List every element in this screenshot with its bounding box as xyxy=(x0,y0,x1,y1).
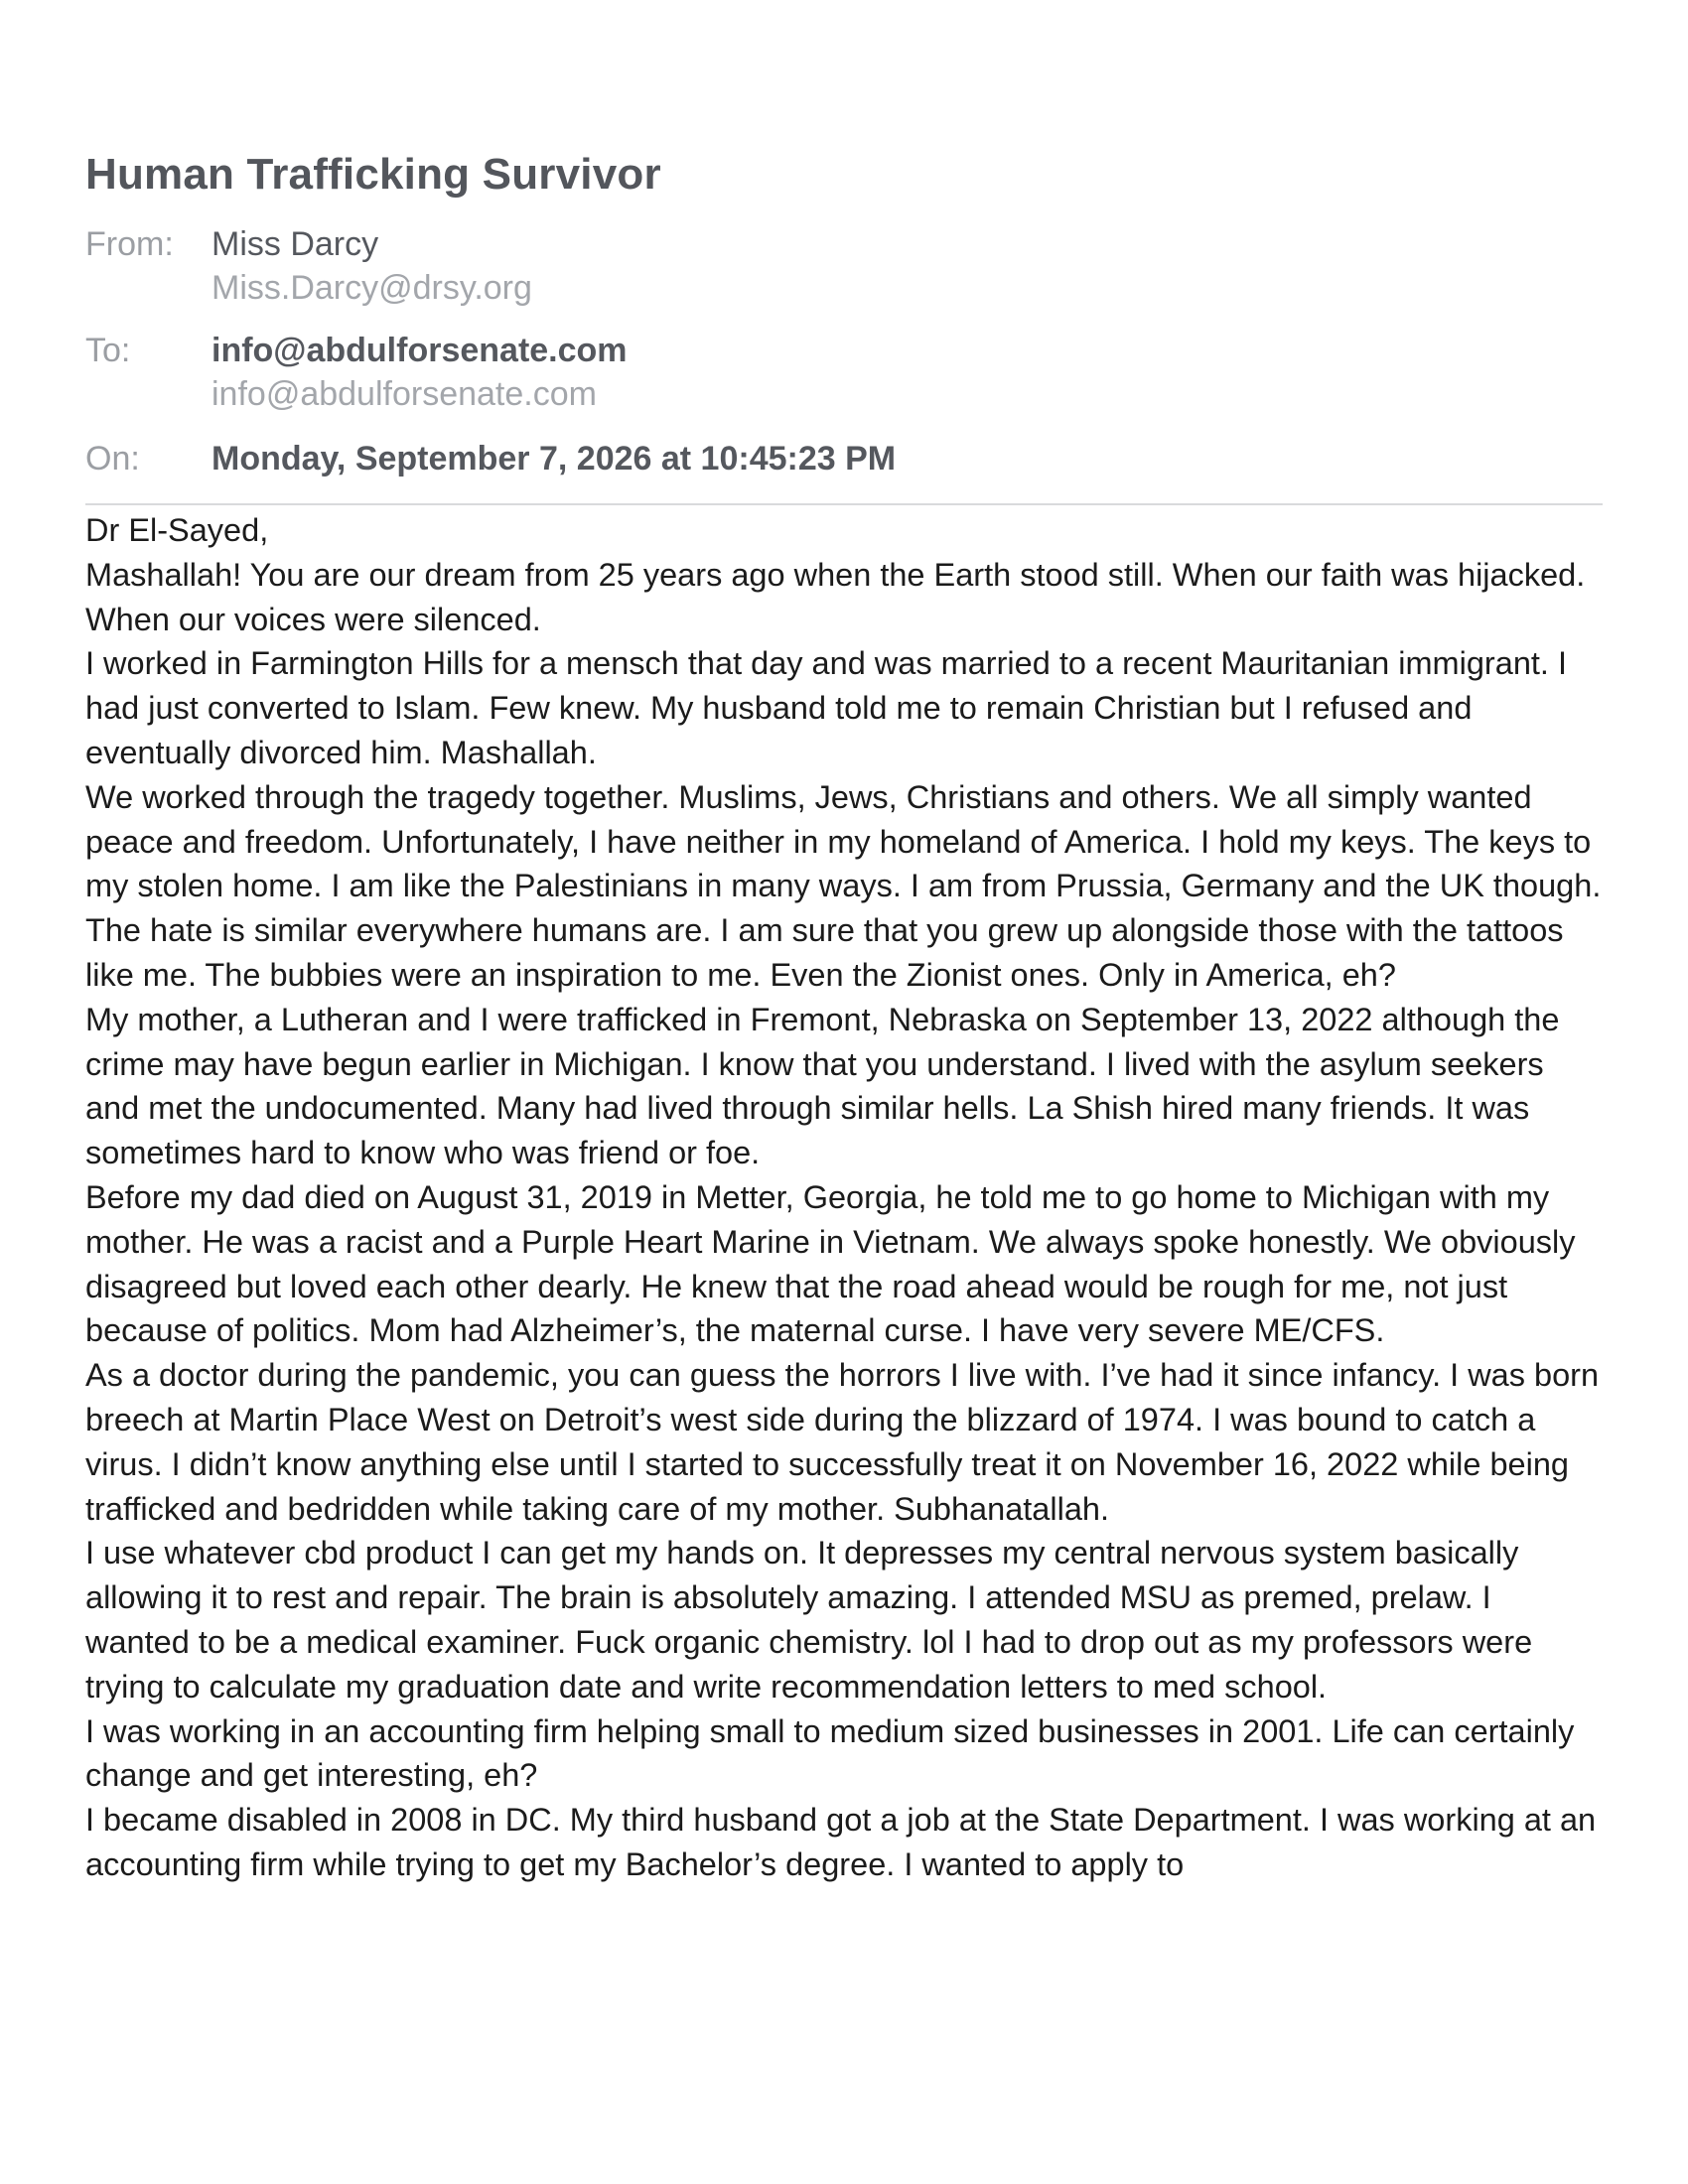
recipient-name[interactable]: info@abdulforsenate.com xyxy=(211,332,628,369)
body-paragraph: I became disabled in 2008 in DC. My third husband got a job at the State Department. I was working at an accounting firm while trying to get my Bachelor’s degree. I wanted to apply to xyxy=(85,1802,1597,1882)
on-label: On: xyxy=(85,440,140,478)
body-paragraph: I was working in an accounting firm helping small to medium sized businesses in 2001. Life can certainly change and get interesting, eh? xyxy=(85,1712,1575,1794)
email-subject: Human Trafficking Survivor xyxy=(85,150,661,199)
body-paragraph: Dr El-Sayed, xyxy=(85,512,269,548)
body-paragraph: We worked through the tragedy together. Muslims, Jews, Christians and others. We all simply wanted peace and freedom. Unfortunately, I have neither in my homeland of America. I hold my keys. The keys to my stolen home. I am like the Palestinians in many ways. I am from Prussia, Germany and the UK though. The hate is similar everywhere humans are. I am sure that you grew up alongside those with the tattoos like me. The bubbies were an inspiration to me. Even the Zionist ones. Only in America, eh? xyxy=(85,778,1602,993)
sent-date: Monday, September 7, 2026 at 10:45:23 PM xyxy=(211,440,897,478)
email-body xyxy=(85,508,1603,1887)
body-paragraph: I worked in Farmington Hills for a mensch that day and was married to a recent Mauritanian immigrant. I had just converted to Islam. Few knew. My husband told me to remain Christian but I refused and eventually divorced him. Mashallah. xyxy=(85,645,1568,770)
body-paragraph: My mother, a Lutheran and I were trafficked in Fremont, Nebraska on September 13, 2022 although the crime may have begun earlier in Michigan. I know that you understand. I lived with the asylum seekers and met the undocumented. Many had lived through similar hells. La Shish hired many friends. It was sometimes hard to know who was friend or foe. xyxy=(85,1001,1560,1171)
body-paragraph: Mashallah! You are our dream from 25 years ago when the Earth stood still. When our faith was hijacked. When our voices were silenced. xyxy=(85,556,1586,637)
sender-address[interactable]: Miss.Darcy@drsy.org xyxy=(211,269,532,307)
to-label: To: xyxy=(85,332,131,369)
header-divider xyxy=(85,503,1603,505)
email-view xyxy=(85,0,1603,2184)
body-paragraph: Before my dad died on August 31, 2019 in Metter, Georgia, he told me to go home to Michigan with my mother. He was a racist and a Purple Heart Marine in Vietnam. We always spoke honestly. We obviously disagreed but loved each other dearly. He knew that the road ahead would be rough for me, not just because of politics. Mom had Alzheimer’s, the maternal curse. I have very severe ME/CFS. xyxy=(85,1178,1576,1349)
sender-name[interactable]: Miss Darcy xyxy=(211,225,379,263)
recipient-address[interactable]: info@abdulforsenate.com xyxy=(211,375,597,413)
body-paragraph: I use whatever cbd product I can get my hands on. It depresses my central nervous system basically allowing it to rest and repair. The brain is absolutely amazing. I attended MSU as premed, prelaw. I wanted to be a medical examiner. Fuck organic chemistry. lol I had to drop out as my professors were trying to calculate my graduation date and write recommendation letters to med school. xyxy=(85,1535,1533,1705)
from-label: From: xyxy=(85,225,174,263)
body-paragraph: As a doctor during the pandemic, you can guess the horrors I live with. I’ve had it since infancy. I was born breech at Martin Place West on Detroit’s west side during the blizzard of 1974. I was bound to catch a virus. I didn’t know anything else until I started to successfully treat it on November 16, 2022 while being trafficked and bedridden while taking care of my mother. Subhanatallah. xyxy=(85,1357,1600,1527)
